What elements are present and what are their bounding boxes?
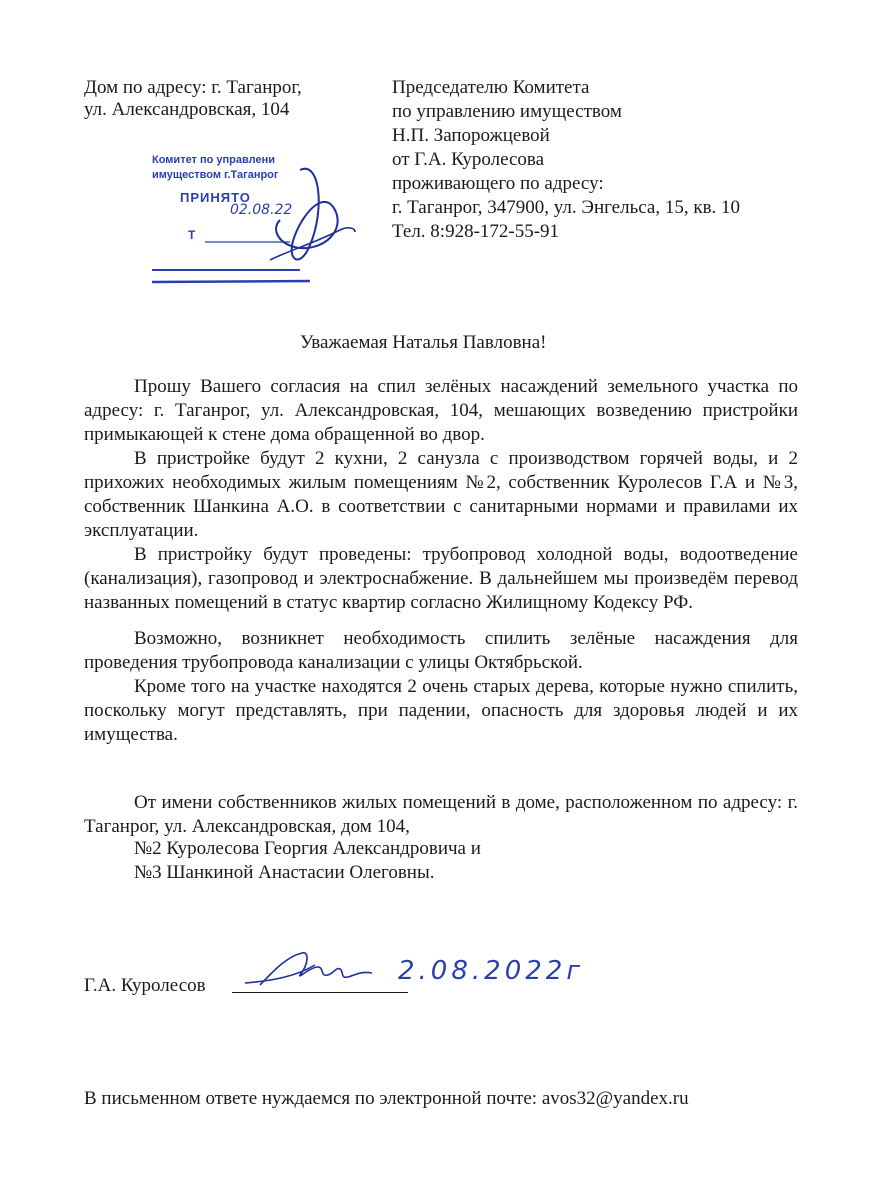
recipient-line: Н.П. Запорожцевой	[392, 125, 550, 146]
handwritten-date: 2.08.2022г	[398, 956, 584, 986]
recipient-line: проживающего по адресу:	[392, 173, 604, 194]
handwritten-signature-icon	[240, 945, 380, 995]
closing-owner-3: №3 Шанкиной Анастасии Олеговны.	[134, 862, 435, 883]
body-paragraph-2: В пристройке будут 2 кухни, 2 санузла с производством горячей воды, и 2 прихожих необходимых жилым помещениям №2, собственник Куролесов Г.А и №3, собственник Шанкина А.О. в соответствии с санитарными нормами и правилами их эксплуатации.	[84, 448, 798, 541]
recipient-line: от Г.А. Куролесова	[392, 149, 545, 170]
email-request-footer: В письменном ответе нуждаемся по электронной почте: avos32@yandex.ru	[84, 1088, 689, 1109]
stamp-number: Т	[188, 228, 196, 242]
sender-address-line2: ул. Александровская, 104	[84, 99, 290, 120]
recipient-line: г. Таганрог, 347900, ул. Энгельса, 15, кв. 10	[392, 197, 741, 218]
body-paragraph-5: Кроме того на участке находятся 2 очень старых дерева, которые нужно спилить, поскольку могут представлять, при падении, опасность для здоровья людей и их имущества.	[84, 676, 798, 745]
stamp-committee-line2: имуществом г.Таганрог	[152, 169, 279, 181]
closing-owner-2: №2 Куролесова Георгия Александровича и	[134, 838, 481, 859]
signatory-name: Г.А. Куролесов	[84, 975, 206, 996]
recipient-line: Тел. 8:928-172-55-91	[392, 221, 560, 242]
body-paragraph-3: В пристройку будут проведены: трубопровод холодной воды, водоотведение (канализация), газопровод и электроснабжение. В дальнейшем мы произведём перевод названных помещений в статус квартир согласно Жилищному Кодексу РФ.	[84, 544, 798, 613]
received-stamp	[150, 150, 360, 290]
greeting: Уважаемая Наталья Павловна!	[300, 332, 547, 353]
closing-paragraph: От имени собственников жилых помещений в доме, расположенном по адресу: г. Таганрог, ул. Александровская, дом 104,	[84, 792, 798, 837]
stamp-committee-line1: Комитет по управлени	[152, 154, 275, 166]
stamp-accepted-label: ПРИНЯТО	[180, 190, 251, 205]
sender-address-line1: Дом по адресу: г. Таганрог,	[84, 77, 302, 98]
body-paragraph-1: Прошу Вашего согласия на спил зелёных насаждений земельного участка по адресу: г. Таганрог, ул. Александровская, 104, мешающих возведению пристройки примыкающей к стене дома обращенной во двор.	[84, 376, 798, 445]
stamp-date-handwritten: 02.08.22	[230, 202, 293, 218]
stamp-lines-icon	[150, 150, 360, 290]
body-paragraph-4: Возможно, возникнет необходимость спилить зелёные насаждения для проведения трубопровода канализации с улицы Октябрьской.	[84, 628, 798, 673]
recipient-line: по управлению имуществом	[392, 101, 622, 122]
recipient-block	[392, 76, 740, 244]
recipient-line: Председателю Комитета	[392, 77, 590, 98]
